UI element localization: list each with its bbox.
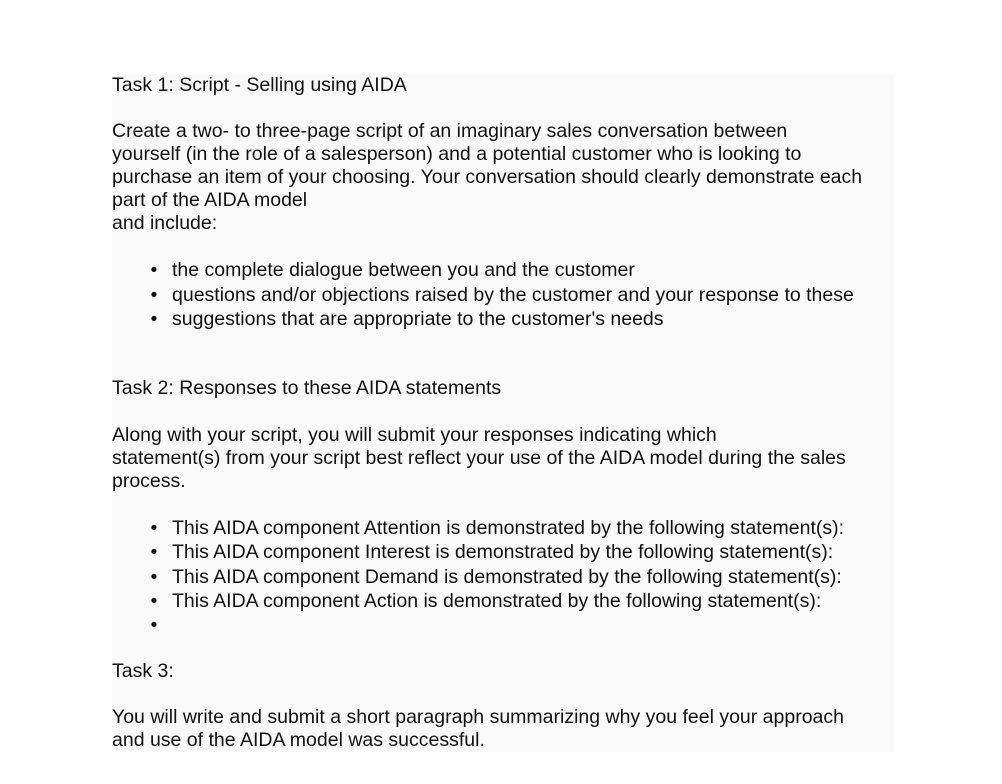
list-item bbox=[112, 516, 894, 541]
bullet-icon: • bbox=[150, 285, 158, 306]
list-item-text: questions and/or objections raised by the customer and your response to these bbox=[172, 284, 854, 306]
bullet-icon: • bbox=[150, 309, 158, 330]
task2-intro-line-3: process. bbox=[112, 470, 186, 492]
section-spacer bbox=[112, 332, 894, 378]
bullet-icon: • bbox=[150, 567, 158, 588]
list-item-text: the complete dialogue between you and the customer bbox=[172, 259, 635, 281]
list-item-text: This AIDA component Demand is demonstrated by the following statement(s): bbox=[172, 566, 842, 588]
task2-intro-line-2: statement(s) from your script best reflect your use of the AIDA model during the sales bbox=[112, 447, 846, 469]
list-item bbox=[112, 258, 894, 283]
task3-body-line-1: You will write and submit a short paragraph summarizing why you feel your approach bbox=[112, 706, 844, 728]
list-item-text: This AIDA component Attention is demonstrated by the following statement(s): bbox=[172, 517, 845, 539]
list-item-text: This AIDA component Interest is demonstrated by the following statement(s): bbox=[172, 541, 834, 563]
task1-intro-line-2: yourself (in the role of a salesperson) and a potential customer who is looking to bbox=[112, 143, 802, 165]
task1-intro-line-4: part of the AIDA model bbox=[112, 189, 308, 211]
list-item bbox=[112, 307, 894, 332]
list-item bbox=[112, 613, 894, 638]
list-item-text: This AIDA component Action is demonstrated by the following statement(s): bbox=[172, 590, 822, 612]
bullet-icon: • bbox=[150, 615, 158, 636]
bullet-icon: • bbox=[150, 591, 158, 612]
task1-intro-line-3: purchase an item of your choosing. Your conversation should clearly demonstrate each bbox=[112, 166, 863, 188]
list-item-text: suggestions that are appropriate to the customer's needs bbox=[172, 308, 664, 330]
task3-body-line-2: and use of the AIDA model was successful. bbox=[112, 729, 485, 751]
list-item bbox=[112, 565, 894, 590]
task3-heading: Task 3: bbox=[112, 660, 174, 682]
task1-intro-line-1: Create a two- to three-page script of an imaginary sales conversation between bbox=[112, 120, 788, 142]
task1-intro-line-5: and include: bbox=[112, 212, 218, 234]
bullet-icon: • bbox=[150, 542, 158, 563]
task2-heading: Task 2: Responses to these AIDA statements bbox=[112, 377, 502, 399]
task1-heading: Task 1: Script - Selling using AIDA bbox=[112, 74, 407, 96]
bullet-icon: • bbox=[150, 518, 158, 539]
list-item bbox=[112, 283, 894, 308]
list-item bbox=[112, 540, 894, 565]
bullet-icon: • bbox=[150, 260, 158, 281]
list-item bbox=[112, 589, 894, 614]
task2-intro-line-1: Along with your script, you will submit your responses indicating which bbox=[112, 424, 717, 446]
